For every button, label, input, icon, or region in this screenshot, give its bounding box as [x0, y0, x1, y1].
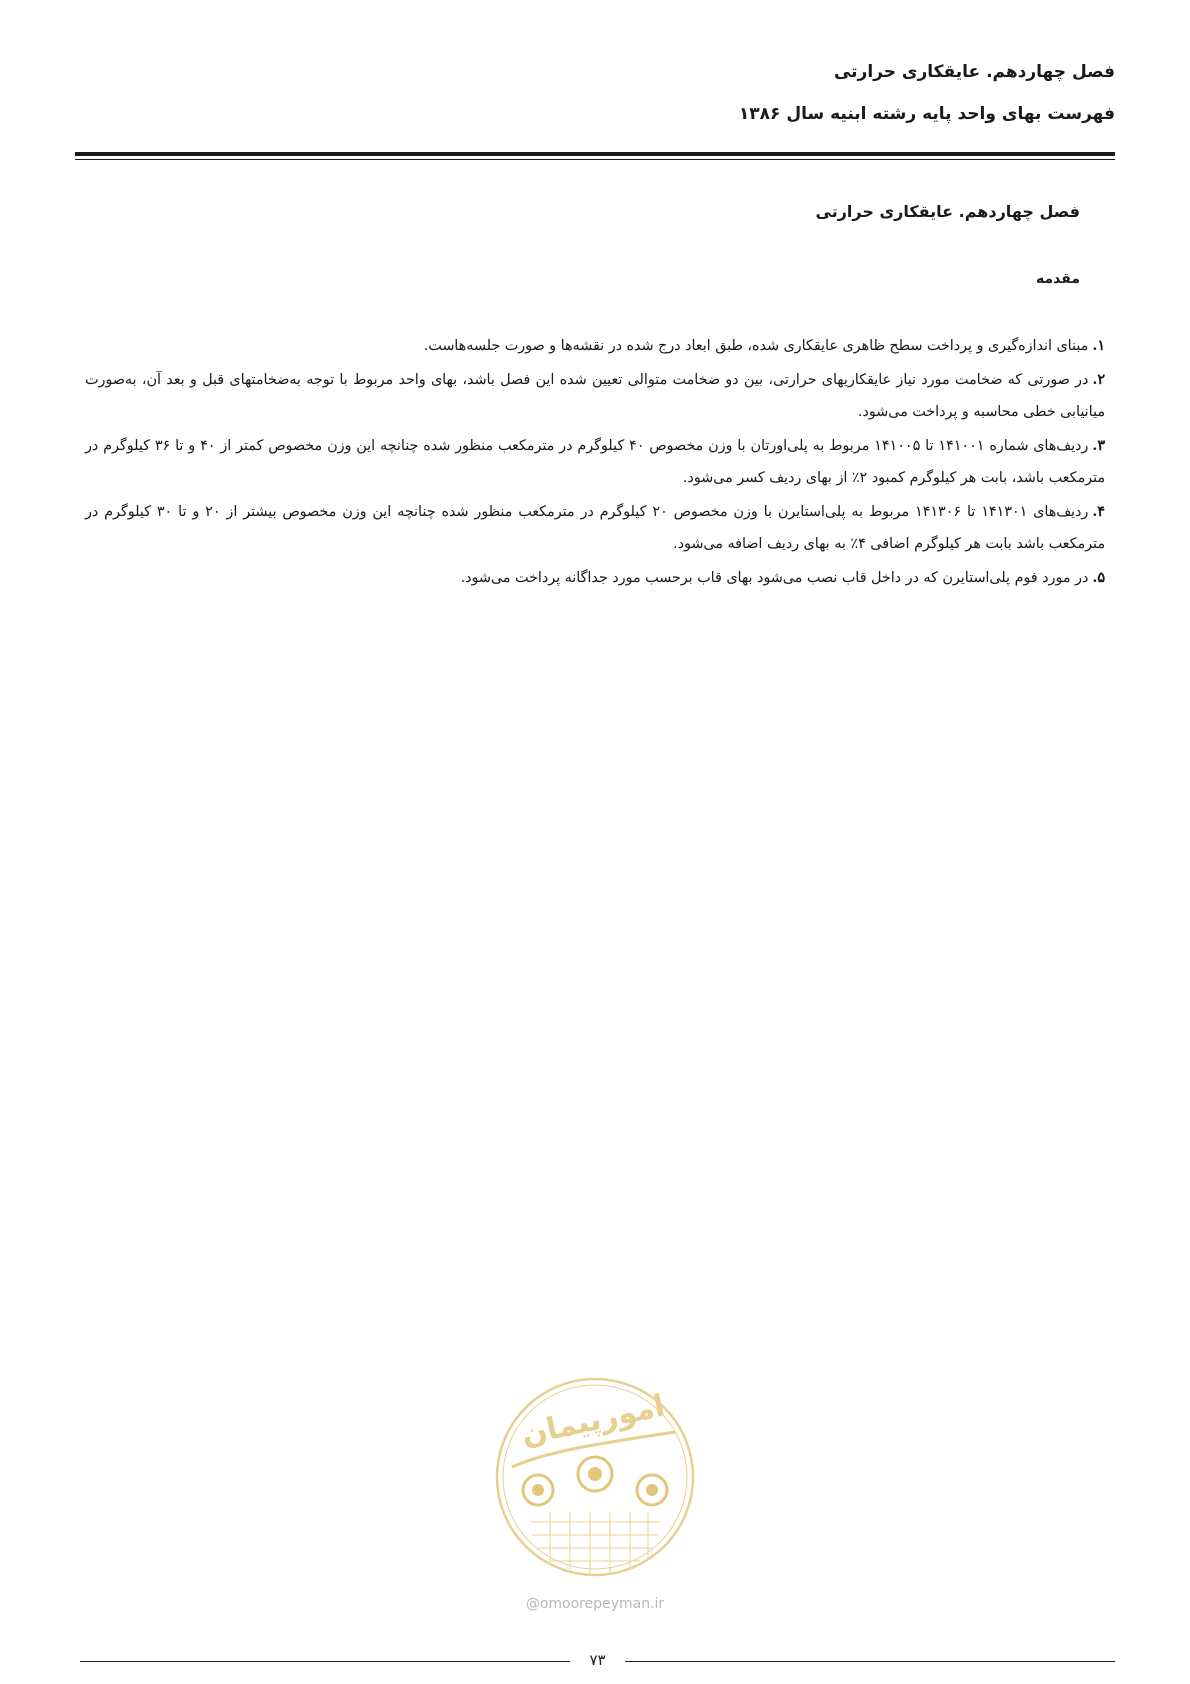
- paragraph-number: ۳.: [1092, 438, 1106, 454]
- header-chapter-title: فصل چهاردهم. عایقکاری حرارتی: [833, 62, 1115, 82]
- paragraph-number: ۱.: [1092, 338, 1105, 354]
- paragraph-number: ۵.: [1092, 570, 1105, 586]
- paragraph-text: ردیف‌های ۱۴۱۳۰۱ تا ۱۴۱۳۰۶ مربوط به پلی‌استایرن با وزن مخصوص ۲۰ کیلوگرم در مترمکعب منظور شده چنانچه این وزن مخصوص بیشتر از ۲۰ و تا ۳۰ کیلوگرم در مترمکعب باشد بابت هر کیلوگرم اضافی ۴٪ به بهای ردیف اضافه می‌شود.: [85, 504, 1105, 552]
- header-rule-thick: [75, 152, 1115, 156]
- watermark-logo-text: امورپیمان: [518, 1388, 668, 1453]
- footer-rule-right: [625, 1661, 1115, 1662]
- paragraph-list: [85, 330, 1105, 594]
- header-price-list-title: فهرست بهای واحد پایه رشته ابنیه سال ۱۳۸۶: [738, 104, 1115, 124]
- header-rule-thin: [75, 159, 1115, 160]
- paragraph-text: در مورد فوم پلی‌استایرن که در داخل قاب نصب می‌شود بهای قاب برحسب مورد جداگانه پرداخت می‌شود.: [460, 570, 1089, 586]
- paragraph-text: ردیف‌های شماره ۱۴۱۰۰۱ تا ۱۴۱۰۰۵ مربوط به پلی‌اورتان با وزن مخصوص ۴۰ کیلوگرم در مترمکعب منظور شده چنانچه این وزن مخصوص کمتر از ۴۰ و تا ۳۶ کیلوگرم در مترمکعب باشد، بابت هر کیلوگرم کمبود ۲٪ از بهای ردیف کسر می‌شود.: [85, 438, 1105, 486]
- intro-heading: مقدمه: [1036, 271, 1080, 287]
- paragraph-4: [85, 496, 1105, 560]
- page-content: [85, 200, 1105, 596]
- paragraph-number: ۴.: [1092, 504, 1105, 520]
- page-header: [75, 60, 1115, 126]
- paragraph-2: [85, 364, 1105, 428]
- watermark-seal-icon: [490, 1372, 700, 1582]
- paragraph-3: [85, 430, 1105, 494]
- paragraph-text: در صورتی که ضخامت مورد نیاز عایقکاریهای حرارتی، بین دو ضخامت متوالی تعیین شده این فصل باشد، بهای واحد مربوط با توجه به‌ضخامتهای قبل و بعد آن، به‌صورت میانیابی خطی محاسبه و پرداخت می‌شود.: [85, 372, 1105, 420]
- watermark-url: @omoorepeyman.ir: [525, 1596, 665, 1612]
- paragraph-5: [85, 562, 1105, 594]
- page-number: ۷۳: [589, 1651, 606, 1669]
- paragraph-text: مبنای اندازه‌گیری و پرداخت سطح ظاهری عایقکاری شده، طبق ابعاد درج شده در نقشه‌ها و صورت جلسه‌هاست.: [423, 338, 1089, 354]
- chapter-title: فصل چهاردهم. عایقکاری حرارتی: [815, 202, 1080, 221]
- paragraph-1: [85, 330, 1105, 362]
- paragraph-number: ۲.: [1092, 372, 1105, 388]
- footer-rule-left: [80, 1661, 570, 1662]
